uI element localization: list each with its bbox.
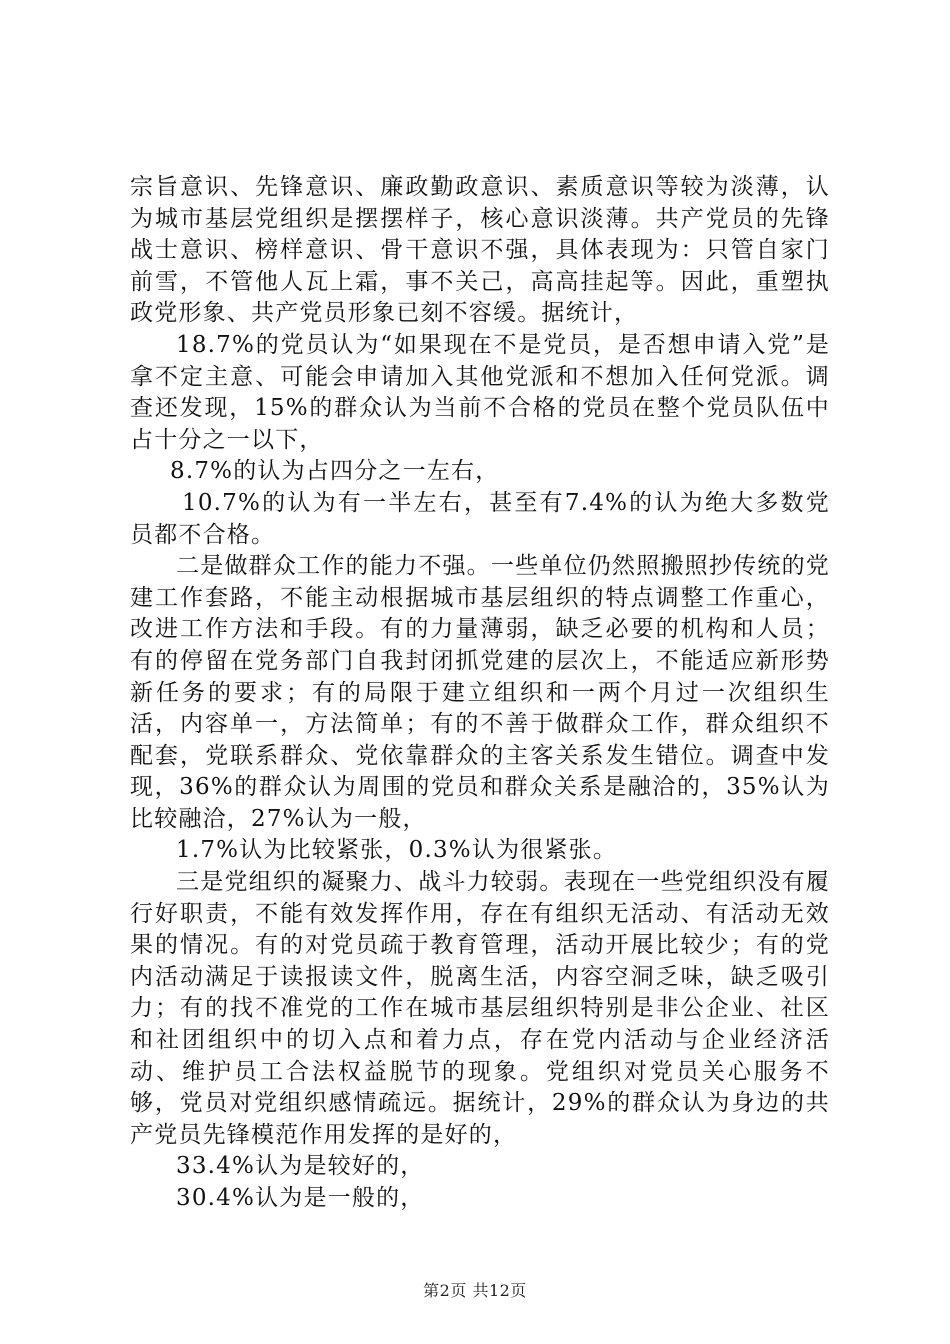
paragraph-7: 三是党组织的凝聚力、战斗力较弱。表现在一些党组织没有履行好职责，不能有效发挥作用，存在有组织无活动、有活动无效果的情况。有的对党员疏于教育管理，活动开展比较少；有的党内活动满足于读报读文件，脱离生活，内容空洞乏味，缺乏吸引力；有的找不准党的工作在城市基层组织特别是非公企业、社区和社团组织中的切入点和着力点，存在党内活动与企业经济活动、维护员工合法权益脱节的现象。党组织对党员关心服务不够，党员对党组织感情疏远。据统计，29%的群众认为身边的共产党员先锋模范作用发挥的是好的， (130, 869, 830, 1148)
paragraph-8: 33.4%认为是较好的， (176, 1153, 425, 1180)
paragraph-5: 二是做群众工作的能力不强。一些单位仍然照搬照抄传统的党建工作套路，不能主动根据城市基层组织的特点调整工作重心，改进工作方法和手段。有的力量薄弱，缺乏必要的机构和人员；有的停留在党务部门自我封闭抓党建的层次上，不能适应新形势新任务的要求；有的局限于建立组织和一两个月过一次组织生活，内容单一，方法简单；有的不善于做群众工作，群众组织不配套，党联系群众、党依靠群众的主客关系发生错位。调查中发现，36%的群众认为周围的党员和群众关系是融洽的，35%认为比较融洽，27%认为一般， (130, 553, 830, 832)
page-footer: 第2页 共12页 (423, 1281, 527, 1300)
paragraph-1: 宗旨意识、先锋意识、廉政勤政意识、素质意识等较为淡薄，认为城市基层党组织是摆摆样子，核心意识淡薄。共产党员的先锋战士意识、榜样意识、骨干意识不强，具体表现为：只管自家门前雪，不管他人瓦上霜，事不关己，高高挂起等。因此，重塑执政党形象、共产党员形象已刻不容缓。据统计， (130, 174, 830, 327)
paragraph-2: 18.7%的党员认为“如果现在不是党员，是否想申请入党”是拿不定主意、可能会申请加入其他党派和不想加入任何党派。调查还发现，15%的群众认为当前不合格的党员在整个党员队伍中占十分之一以下， (130, 331, 830, 453)
document-body (130, 172, 830, 1215)
paragraph-6: 1.7%认为比较紧张，0.3%认为很紧张。 (176, 837, 618, 864)
paragraph-4: 10.7%的认为有一半左右，甚至有7.4%的认为绝大多数党员都不合格。 (130, 489, 830, 548)
paragraph-3: 8.7%的认为占四分之一左右， (170, 458, 500, 485)
paragraph-9: 30.4%认为是一般的， (176, 1185, 425, 1211)
